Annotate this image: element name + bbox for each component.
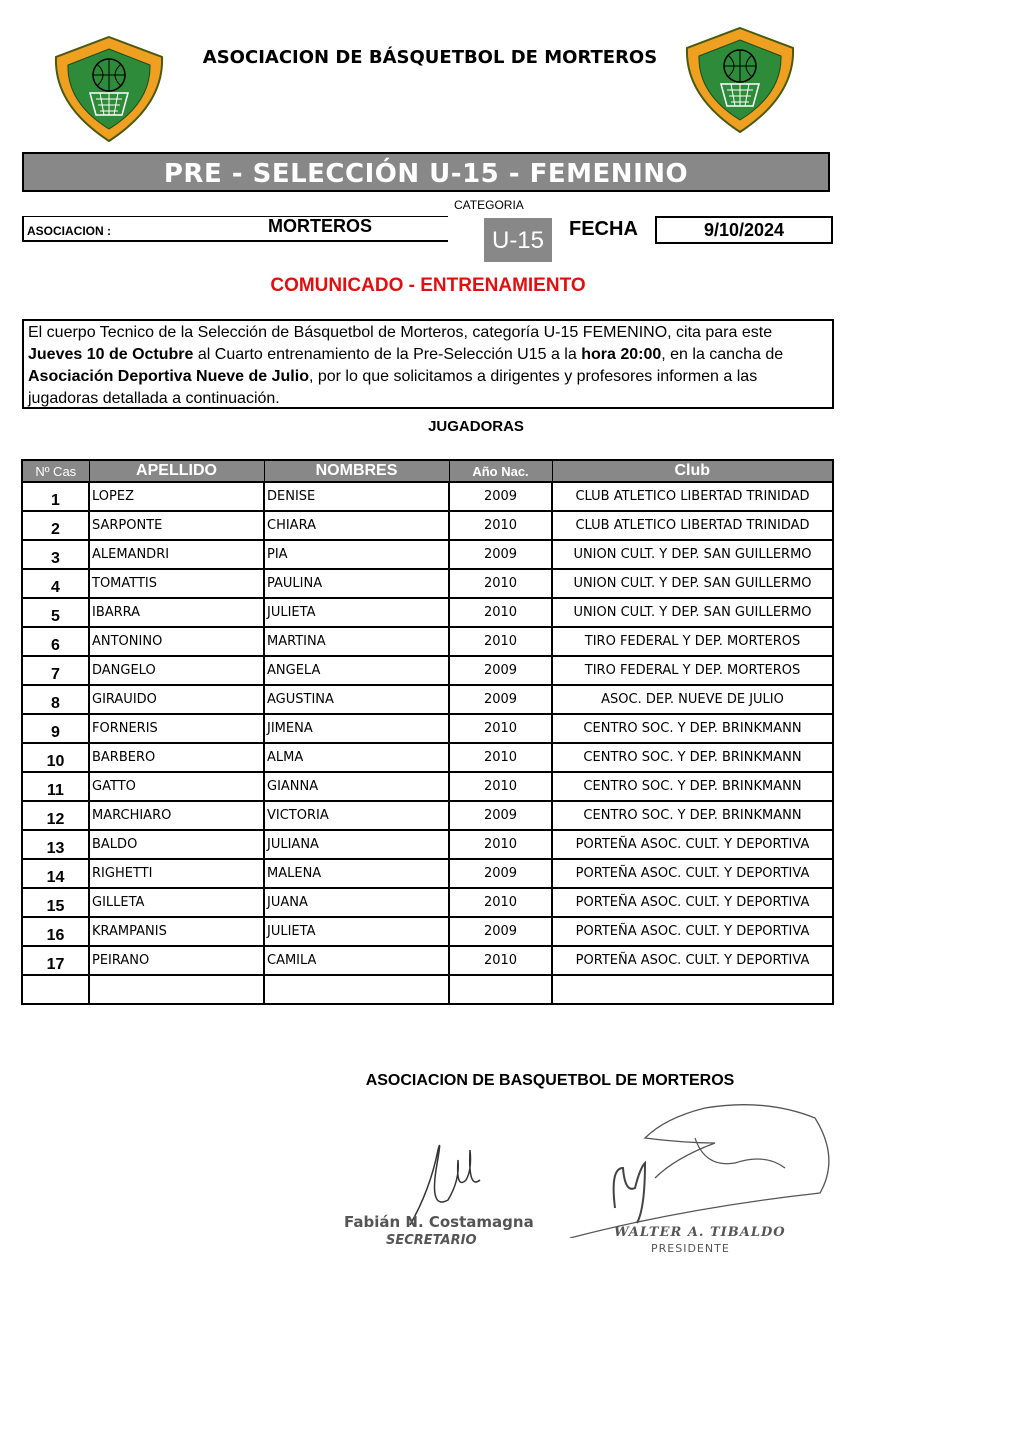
association-logo-left [50, 35, 168, 143]
table-row [22, 946, 833, 975]
table-row [22, 511, 833, 540]
player-nombres: PIA [264, 540, 449, 569]
player-number: 3 [22, 540, 89, 569]
message-text-4: , por lo que solicitamos a dirigentes y profesores informen a las jugadoras detallada a continuación. [28, 368, 758, 407]
player-club: ASOC. DEP. NUEVE DE JULIO [552, 685, 833, 714]
fecha-label: FECHA [569, 218, 638, 240]
table-row [22, 975, 833, 1004]
player-number: 9 [22, 714, 89, 743]
secretary-name: Fabián N. Costamagna [344, 1213, 534, 1231]
comunicado-message [22, 319, 834, 409]
player-club: CENTRO SOC. Y DEP. BRINKMANN [552, 714, 833, 743]
player-club: CENTRO SOC. Y DEP. BRINKMANN [552, 801, 833, 830]
player-nombres: CAMILA [264, 946, 449, 975]
player-club: PORTEÑA ASOC. CULT. Y DEPORTIVA [552, 888, 833, 917]
player-club [552, 975, 833, 1004]
jugadoras-title: JUGADORAS [428, 418, 524, 435]
table-row [22, 859, 833, 888]
player-number: 13 [22, 830, 89, 859]
player-year: 2010 [449, 830, 552, 859]
column-header-num: Nº Cas [22, 460, 89, 482]
player-nombres: PAULINA [264, 569, 449, 598]
fecha-value: 9/10/2024 [655, 216, 833, 244]
player-year: 2009 [449, 540, 552, 569]
player-year: 2009 [449, 685, 552, 714]
asociacion-value: MORTEROS [268, 216, 373, 236]
table-row [22, 482, 833, 511]
player-nombres: AGUSTINA [264, 685, 449, 714]
player-apellido: RIGHETTI [89, 859, 264, 888]
player-apellido: KRAMPANIS [89, 917, 264, 946]
player-apellido: SARPONTE [89, 511, 264, 540]
player-year: 2009 [449, 859, 552, 888]
message-time: hora 20:00 [581, 346, 662, 363]
player-year: 2010 [449, 598, 552, 627]
player-number [22, 975, 89, 1004]
player-year: 2009 [449, 917, 552, 946]
player-club: CLUB ATLETICO LIBERTAD TRINIDAD [552, 511, 833, 540]
player-year: 2010 [449, 714, 552, 743]
table-row [22, 598, 833, 627]
secretary-title: SECRETARIO [386, 1233, 477, 1248]
player-club: PORTEÑA ASOC. CULT. Y DEPORTIVA [552, 830, 833, 859]
player-number: 8 [22, 685, 89, 714]
column-header-nombres: NOMBRES [264, 460, 449, 482]
player-club: UNION CULT. Y DEP. SAN GUILLERMO [552, 598, 833, 627]
message-venue: Asociación Deportiva Nueve de Julio [28, 368, 309, 385]
player-year: 2010 [449, 772, 552, 801]
player-club: CENTRO SOC. Y DEP. BRINKMANN [552, 743, 833, 772]
table-row [22, 627, 833, 656]
player-year: 2010 [449, 627, 552, 656]
player-number: 10 [22, 743, 89, 772]
player-number: 7 [22, 656, 89, 685]
table-row [22, 917, 833, 946]
players-table [21, 459, 834, 1005]
player-apellido: BALDO [89, 830, 264, 859]
player-club: UNION CULT. Y DEP. SAN GUILLERMO [552, 540, 833, 569]
player-number: 2 [22, 511, 89, 540]
player-number: 12 [22, 801, 89, 830]
player-nombres: VICTORIA [264, 801, 449, 830]
player-apellido: GIRAUIDO [89, 685, 264, 714]
player-year: 2010 [449, 888, 552, 917]
player-apellido: PEIRANO [89, 946, 264, 975]
player-apellido: LOPEZ [89, 482, 264, 511]
player-nombres: JIMENA [264, 714, 449, 743]
message-text-2: al Cuarto entrenamiento de la Pre-Selección U15 a la [193, 346, 582, 363]
association-logo-right [681, 26, 799, 134]
player-year: 2009 [449, 482, 552, 511]
categoria-label: CATEGORIA [454, 198, 524, 212]
categoria-value: U-15 [484, 218, 552, 262]
player-nombres: MARTINA [264, 627, 449, 656]
player-year: 2009 [449, 801, 552, 830]
header-title: ASOCIACION DE BÁSQUETBOL DE MORTEROS [202, 47, 658, 68]
table-row [22, 540, 833, 569]
player-apellido: MARCHIARO [89, 801, 264, 830]
player-apellido: GILLETA [89, 888, 264, 917]
player-number: 4 [22, 569, 89, 598]
player-nombres: JULIETA [264, 917, 449, 946]
player-nombres: JULIANA [264, 830, 449, 859]
player-nombres: GIANNA [264, 772, 449, 801]
column-header-club: Club [552, 460, 833, 482]
footer-organization: ASOCIACION DE BASQUETBOL DE MORTEROS [365, 1072, 735, 1089]
player-apellido: GATTO [89, 772, 264, 801]
president-signature [565, 1098, 835, 1238]
player-number: 6 [22, 627, 89, 656]
player-apellido [89, 975, 264, 1004]
player-apellido: ALEMANDRI [89, 540, 264, 569]
column-header-apellido: APELLIDO [89, 460, 264, 482]
player-year: 2010 [449, 511, 552, 540]
player-number: 16 [22, 917, 89, 946]
player-apellido: DANGELO [89, 656, 264, 685]
player-club: PORTEÑA ASOC. CULT. Y DEPORTIVA [552, 859, 833, 888]
player-number: 14 [22, 859, 89, 888]
page-title: PRE - SELECCIÓN U-15 - FEMENINO [22, 152, 830, 192]
player-apellido: TOMATTIS [89, 569, 264, 598]
player-number: 17 [22, 946, 89, 975]
message-text-1: El cuerpo Tecnico de la Selección de Básquetbol de Morteros, categoría U-15 FEMENINO, cita para este [28, 324, 773, 341]
player-nombres: JULIETA [264, 598, 449, 627]
table-row [22, 714, 833, 743]
player-club: PORTEÑA ASOC. CULT. Y DEPORTIVA [552, 946, 833, 975]
comunicado-title: COMUNICADO - ENTRENAMIENTO [270, 275, 586, 296]
table-row [22, 569, 833, 598]
player-number: 11 [22, 772, 89, 801]
player-apellido: IBARRA [89, 598, 264, 627]
table-row [22, 772, 833, 801]
player-nombres: ALMA [264, 743, 449, 772]
table-row [22, 743, 833, 772]
president-title: PRESIDENTE [651, 1242, 730, 1255]
player-number: 15 [22, 888, 89, 917]
player-club: CENTRO SOC. Y DEP. BRINKMANN [552, 772, 833, 801]
message-date: Jueves 10 de Octubre [28, 346, 194, 363]
player-nombres [264, 975, 449, 1004]
player-club: TIRO FEDERAL Y DEP. MORTEROS [552, 627, 833, 656]
player-club: UNION CULT. Y DEP. SAN GUILLERMO [552, 569, 833, 598]
asociacion-label: ASOCIACION : [27, 224, 111, 238]
player-nombres: MALENA [264, 859, 449, 888]
player-apellido: FORNERIS [89, 714, 264, 743]
player-nombres: DENISE [264, 482, 449, 511]
player-year: 2010 [449, 569, 552, 598]
message-text-3: , en la cancha de [661, 346, 784, 363]
player-year: 2010 [449, 743, 552, 772]
player-nombres: CHIARA [264, 511, 449, 540]
player-apellido: ANTONINO [89, 627, 264, 656]
player-club: CLUB ATLETICO LIBERTAD TRINIDAD [552, 482, 833, 511]
table-row [22, 888, 833, 917]
table-row [22, 685, 833, 714]
player-year: 2010 [449, 946, 552, 975]
player-year [449, 975, 552, 1004]
player-nombres: JUANA [264, 888, 449, 917]
table-header-row [22, 460, 833, 482]
player-nombres: ANGELA [264, 656, 449, 685]
player-year: 2009 [449, 656, 552, 685]
player-apellido: BARBERO [89, 743, 264, 772]
president-name: WALTER A. TIBALDO [614, 1225, 786, 1240]
table-row [22, 830, 833, 859]
player-number: 5 [22, 598, 89, 627]
table-row [22, 801, 833, 830]
player-number: 1 [22, 482, 89, 511]
player-club: TIRO FEDERAL Y DEP. MORTEROS [552, 656, 833, 685]
player-club: PORTEÑA ASOC. CULT. Y DEPORTIVA [552, 917, 833, 946]
table-row [22, 656, 833, 685]
column-header-year: Año Nac. [449, 460, 552, 482]
